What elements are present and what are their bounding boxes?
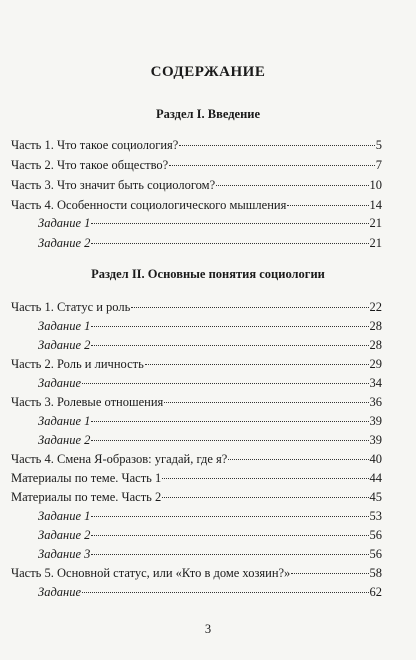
entry-page: 21 <box>369 236 382 250</box>
entry-page: 58 <box>369 566 382 580</box>
entry-label: Часть 2. Что такое общество? <box>11 158 169 172</box>
toc-entry <box>11 489 382 505</box>
entry-page: 39 <box>369 433 382 447</box>
entry-label: Задание 1 <box>38 414 91 428</box>
entry-page: 36 <box>369 395 382 409</box>
entry-label: Задание 2 <box>38 338 91 352</box>
entry-label: Задание <box>38 585 82 599</box>
toc-subentry <box>38 413 382 429</box>
dot-leader <box>162 478 368 479</box>
entry-label: Задание 3 <box>38 547 91 561</box>
entry-page: 56 <box>369 547 382 561</box>
dot-leader <box>91 440 368 441</box>
entry-label: Задание 1 <box>38 319 91 333</box>
entry-page: 28 <box>369 319 382 333</box>
entry-page: 14 <box>369 198 382 212</box>
dot-leader <box>91 421 368 422</box>
section-heading-2: Раздел II. Основные понятия социологии <box>91 267 325 281</box>
entry-page: 39 <box>369 414 382 428</box>
dot-leader <box>145 364 369 365</box>
toc-subentry <box>38 527 382 543</box>
toc-subentry <box>38 375 382 391</box>
entry-label: Часть 2. Роль и личность <box>11 357 144 371</box>
entry-page: 53 <box>369 509 382 523</box>
entry-page: 44 <box>369 471 382 485</box>
entry-page: 56 <box>369 528 382 542</box>
dot-leader <box>179 145 374 146</box>
entry-page: 7 <box>375 158 382 172</box>
dot-leader <box>228 459 368 460</box>
entry-label: Материалы по теме. Часть 2 <box>11 490 162 504</box>
toc-subentry <box>38 235 382 251</box>
toc-subentry <box>38 508 382 524</box>
entry-page: 29 <box>369 357 382 371</box>
toc-entry <box>11 137 382 153</box>
entry-label: Задание <box>38 376 82 390</box>
toc-entry <box>11 157 382 173</box>
toc-entry <box>11 299 382 315</box>
toc-subentry <box>38 432 382 448</box>
dot-leader <box>82 592 368 593</box>
entry-label: Задание 1 <box>38 509 91 523</box>
entry-page: 21 <box>369 216 382 230</box>
toc-entry <box>11 470 382 486</box>
entry-label: Материалы по теме. Часть 1 <box>11 471 162 485</box>
entry-page: 5 <box>375 138 382 152</box>
toc-subentry <box>38 584 382 600</box>
entry-page: 34 <box>369 376 382 390</box>
page-number: 3 <box>204 622 212 636</box>
entry-page: 45 <box>369 490 382 504</box>
entry-label: Часть 3. Ролевые отношения <box>11 395 164 409</box>
entry-label: Задание 2 <box>38 528 91 542</box>
toc-entry <box>11 356 382 372</box>
toc-title: СОДЕРЖАНИЕ <box>150 64 266 80</box>
toc-subentry <box>38 215 382 231</box>
dot-leader <box>91 345 368 346</box>
toc-subentry <box>38 318 382 334</box>
dot-leader <box>131 307 368 308</box>
dot-leader <box>162 497 368 498</box>
dot-leader <box>91 516 368 517</box>
entry-label: Часть 3. Что значит быть социологом? <box>11 178 216 192</box>
toc-entry <box>11 177 382 193</box>
toc-subentry <box>38 546 382 562</box>
entry-label: Часть 1. Статус и роль <box>11 300 131 314</box>
toc-entry <box>11 451 382 467</box>
entry-label: Часть 4. Смена Я-образов: угадай, где я? <box>11 452 228 466</box>
entry-page: 62 <box>369 585 382 599</box>
entry-page: 10 <box>369 178 382 192</box>
entry-label: Часть 5. Основной статус, или «Кто в доме хозяин?» <box>11 566 291 580</box>
toc-entry <box>11 197 382 213</box>
dot-leader <box>91 223 368 224</box>
dot-leader <box>91 554 368 555</box>
toc-entry <box>11 394 382 410</box>
dot-leader <box>291 573 368 574</box>
entry-label: Часть 4. Особенности социологического мышления <box>11 198 287 212</box>
dot-leader <box>169 165 375 166</box>
dot-leader <box>91 535 368 536</box>
dot-leader <box>287 205 368 206</box>
toc-entry <box>11 565 382 581</box>
entry-page: 22 <box>369 300 382 314</box>
toc-subentry <box>38 337 382 353</box>
section-heading-1: Раздел I. Введение <box>155 107 261 121</box>
entry-label: Задание 2 <box>38 433 91 447</box>
dot-leader <box>82 383 368 384</box>
dot-leader <box>91 326 368 327</box>
dot-leader <box>216 185 368 186</box>
entry-label: Задание 1 <box>38 216 91 230</box>
entry-label: Часть 1. Что такое социология? <box>11 138 179 152</box>
dot-leader <box>91 243 368 244</box>
entry-label: Задание 2 <box>38 236 91 250</box>
entry-page: 40 <box>369 452 382 466</box>
entry-page: 28 <box>369 338 382 352</box>
dot-leader <box>164 402 368 403</box>
